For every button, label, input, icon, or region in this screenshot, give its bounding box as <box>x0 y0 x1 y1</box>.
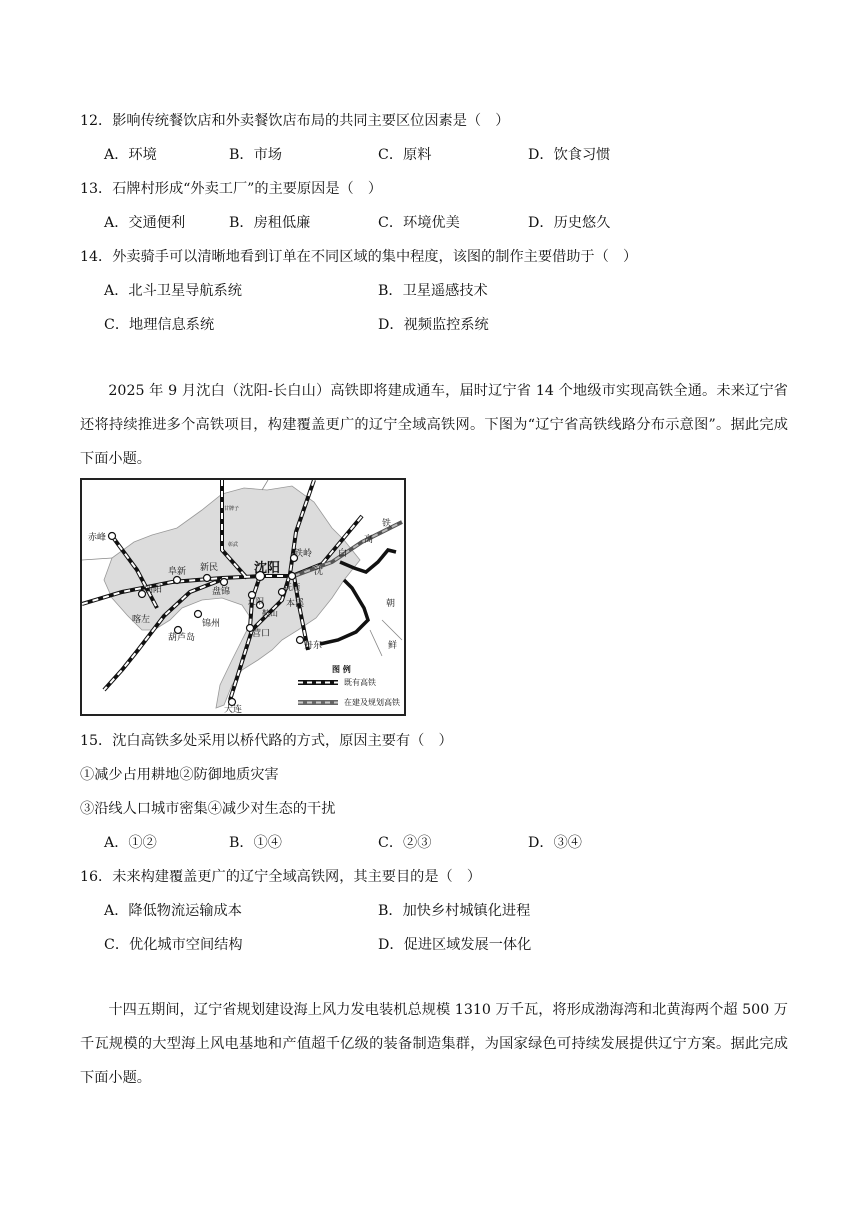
q12-option-c: C．原料 <box>378 147 432 163</box>
legend-planned: 在建及规划高铁 <box>344 698 400 707</box>
city-label-dandong: 丹东 <box>304 641 323 651</box>
q13-option-b: B．房租低廉 <box>229 215 311 231</box>
q12-option-d: D．饮食习惯 <box>528 147 611 163</box>
city-label-jinzhou: 锦州 <box>202 619 221 629</box>
q15-option-c: C．②③ <box>378 835 432 851</box>
city-label-liaoyang: 辽阳 <box>248 597 264 606</box>
q12-option-b: B．市场 <box>229 147 282 163</box>
q15-stem: 15．沈白高铁多处采用以桥代路的方式，原因主要有（ ） <box>80 733 453 749</box>
q16-option-d: D．促进区域发展一体化 <box>378 937 532 953</box>
passage-offshore-wind: 十四五期间，辽宁省规划建设海上风力发电装机总规模 1310 万千瓦，将形成渤海湾和北黄海两个超 500 万千瓦规模的大型海上风电基地和产值超千亿级的装备制造集群，为国家绿色可持续发展提供辽宁方案。据此完成下面小题。 <box>80 1002 788 1086</box>
liaoning-railway-map <box>80 478 406 716</box>
city-label-shenyang: 沈阳 <box>254 561 281 576</box>
q15-option-a: A．①② <box>104 835 157 851</box>
city-label-gantingzi: 甘牌子 <box>224 506 240 512</box>
map-legend <box>298 664 400 707</box>
q12-option-a: A．环境 <box>104 147 157 163</box>
q16-option-a: A．降低物流运输成本 <box>104 903 242 919</box>
rail-label-bai: 白 <box>338 549 348 559</box>
city-label-panjin: 盘锦 <box>212 587 231 597</box>
q16-stem: 16．未来构建覆盖更广的辽宁全域高铁网，其主要目的是（ ） <box>80 869 482 885</box>
q15-statement-2: ③沿线人口城市密集④减少对生态的干扰 <box>80 801 336 817</box>
legend-title: 图 例 <box>332 665 351 674</box>
q14-option-b: B．卫星遥感技术 <box>378 283 488 299</box>
q13-stem: 13．石牌村形成“外卖工厂”的主要原因是（ ） <box>80 181 383 197</box>
q12-stem: 12．影响传统餐饮店和外卖餐饮店布局的共同主要区位因素是（ ） <box>80 113 510 129</box>
city-label-chifeng: 赤峰 <box>88 533 107 543</box>
city-label-chaoyang: 朝阳 <box>144 585 163 595</box>
q14-option-a: A．北斗卫星导航系统 <box>104 283 242 299</box>
city-label-anshan: 鞍山 <box>262 609 278 618</box>
rail-label-tie: 铁 <box>382 519 392 529</box>
city-label-kazuo: 喀左 <box>132 615 151 625</box>
rail-label-shen: 沈 <box>314 567 324 577</box>
korea-label-chao: 朝 <box>386 599 396 609</box>
q14-option-d: D．视频监控系统 <box>378 317 489 333</box>
passage-shenbai-railway: 2025 年 9 月沈白（沈阳-长白山）高铁即将建成通车，届时辽宁省 14 个地级市实现高铁全通。未来辽宁省还将持续推进多个高铁项目，构建覆盖更广的辽宁全域高铁网。下图为“辽宁省高铁线路分布示意图”。据此完成下面小题。 <box>80 383 788 467</box>
city-label-zhangwu: 彰武 <box>228 542 239 548</box>
city-label-fuxin: 阜新 <box>168 567 187 577</box>
q13-option-d: D．历史悠久 <box>528 215 611 231</box>
city-label-yingkou: 营口 <box>252 629 271 639</box>
city-label-xinmin: 新民 <box>200 563 219 573</box>
city-label-fushun: 抚顺 <box>284 583 300 592</box>
city-label-dalian: 大连 <box>224 705 243 714</box>
q14-option-c: C．地理信息系统 <box>104 317 215 333</box>
q15-option-d: D．③④ <box>528 835 582 851</box>
q15-statement-1: ①减少占用耕地②防御地质灾害 <box>80 767 279 783</box>
korea-label-xian: 鲜 <box>388 641 398 651</box>
q16-option-b: B．加快乡村城镇化进程 <box>378 903 531 919</box>
q13-option-a: A．交通便利 <box>104 215 186 231</box>
q16-option-c: C．优化城市空间结构 <box>104 937 243 953</box>
legend-existing: 既有高铁 <box>344 678 376 687</box>
city-label-huludao: 葫芦岛 <box>168 633 196 643</box>
q13-option-c: C．环境优美 <box>378 215 460 231</box>
q14-stem: 14．外卖骑手可以清晰地看到订单在不同区域的集中程度，该图的制作主要借助于（ ） <box>80 249 638 265</box>
q15-option-b: B．①④ <box>229 835 282 851</box>
city-label-tieling: 铁岭 <box>294 549 313 559</box>
city-label-benxi: 本溪 <box>286 599 305 609</box>
rail-label-gao: 高 <box>364 535 374 545</box>
